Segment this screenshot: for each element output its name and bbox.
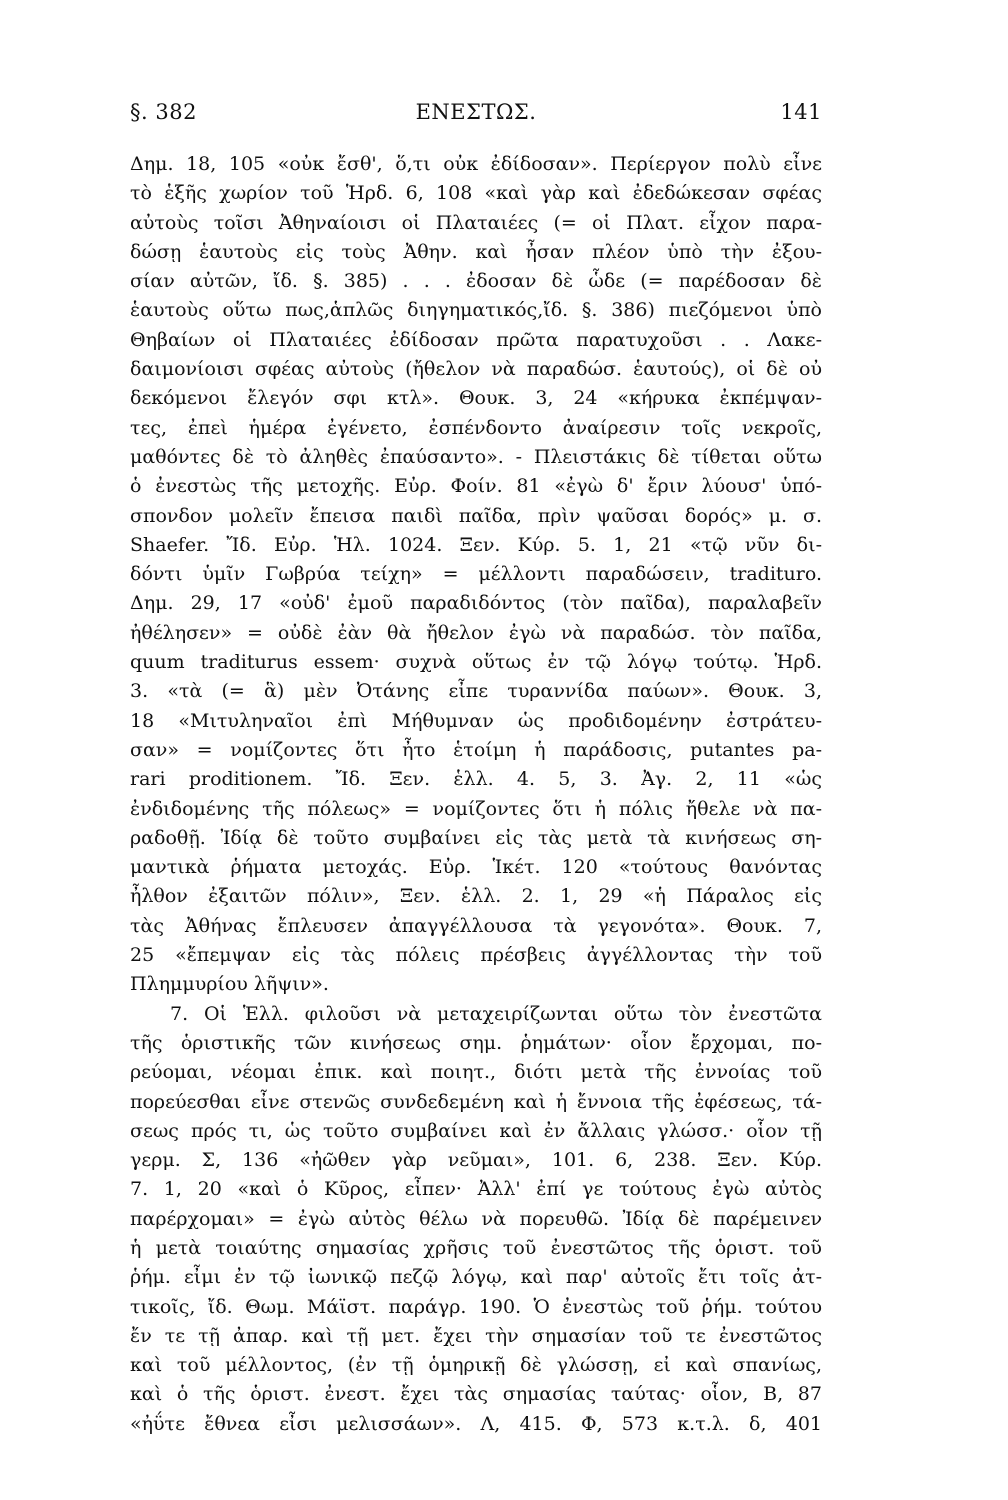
text-line: ἠθέλησεν» = οὐδὲ ἐὰν θὰ ἤθελον ἐγὼ νὰ παραδώσ. τὸν παῖδα,	[130, 621, 822, 644]
text-line: γερμ. Σ, 136 «ἠῶθεν γὰρ νεῦμαι», 101. 6, 238. Ξεν. Κύρ.	[130, 1149, 822, 1172]
text-line: ἑαυτοὺς οὕτω πως,ἁπλῶς διηγηματικός,ἴδ. §. 386) πιεζόμενοι ὑπὸ	[130, 299, 822, 322]
text-line: τικοῖς, ἴδ. Θωμ. Μάϊστ. παράγρ. 190. Ὁ ἐνεστὼς τοῦ ῥήμ. τούτου	[130, 1295, 822, 1318]
text-line: μαθόντες δὲ τὸ ἀληθὲς ἐπαύσαντο». - Πλειστάκις δὲ τίθεται οὕτω	[130, 445, 822, 468]
text-line: καὶ ὁ τῆς ὁριστ. ἐνεστ. ἔχει τὰς σημασίας ταύτας· οἷον, Β, 87	[130, 1383, 822, 1406]
text-line: πορεύεσθαι εἶνε στενῶς συνδεδεμένη καὶ ἡ ἔννοια τῆς ἐφέσεως, τά-	[130, 1090, 822, 1113]
text-line: Shaefer. Ἴδ. Εὐρ. Ἡλ. 1024. Ξεν. Κύρ. 5. 1, 21 «τῷ νῦν δι-	[130, 533, 822, 556]
text-line: μαντικὰ ῥήματα μετοχάς. Εὐρ. Ἱκέτ. 120 «τούτους θανόντας	[130, 856, 822, 879]
text-line: σεως πρός τι, ὡς τοῦτο συμβαίνει καὶ ἐν ἄλλαις γλώσσ.· οἷον τῇ	[130, 1119, 822, 1142]
text-line: 25 «ἔπεμψαν εἰς τὰς πόλεις πρέσβεις ἀγγέλλοντας τὴν τοῦ	[130, 944, 822, 967]
text-line: δόντι ὑμῖν Γωβρύα τείχη» = μέλλοντι παραδώσειν, tradituro.	[130, 563, 822, 586]
text-line: Δημ. 18, 105 «οὐκ ἔσθ', ὅ,τι οὐκ ἐδίδοσαν». Περίεργον πολὺ εἶνε	[130, 153, 822, 175]
text-line: σίαν αὐτῶν, ἴδ. §. 385) . . . ἐδοσαν δὲ ὧδε (= παρέδοσαν δὲ	[130, 270, 822, 293]
text-line: ὁ ἐνεστὼς τῆς μετοχῆς. Εὐρ. Φοίν. 81 «ἐγὼ δ' ἔριν λύουσ' ὑπό-	[130, 475, 822, 498]
text-line: ἦλθον ἐξαιτῶν πόλιν», Ξεν. ἑλλ. 2. 1, 29 «ἡ Πάραλος εἰς	[130, 885, 822, 908]
text-line: «ἠΰτε ἔθνεα εἶσι μελισσάων». Λ, 415. Φ, 573 κ.τ.λ. δ, 401	[130, 1412, 822, 1435]
text-line: τὰς Ἀθήνας ἔπλευσεν ἀπαγγέλλουσα τὰ γεγονότα». Θουκ. 7,	[130, 914, 822, 937]
running-header	[130, 100, 822, 130]
text-body	[130, 150, 822, 1439]
text-line: δαιμονίοισι σφέας αὐτοὺς (ἤθελον νὰ παραδώσ. ἑαυτούς), οἱ δὲ οὐ	[130, 358, 822, 381]
text-line: ραδοθῇ. Ἰδίᾳ δὲ τοῦτο συμβαίνει εἰς τὰς μετὰ τὰ κινήσεως ση-	[130, 826, 822, 849]
text-line: καὶ τοῦ μέλλοντος, (ἐν τῇ ὁμηρικῇ δὲ γλώσσῃ, εἰ καὶ σπανίως,	[130, 1354, 822, 1377]
text-line: ρεύομαι, νέομαι ἐπικ. καὶ ποιητ., διότι μετὰ τῆς ἐννοίας τοῦ	[130, 1061, 822, 1084]
text-line: ῥήμ. εἶμι ἐν τῷ ἰωνικῷ πεζῷ λόγῳ, καὶ παρ' αὐτοῖς ἔτι τοῖς ἀτ-	[130, 1266, 822, 1289]
text-line: 18 «Μιτυληναῖοι ἐπὶ Μήθυμναν ὡς προδιδομένην ἐστράτευ-	[130, 709, 822, 732]
text-line: ἔν τε τῇ ἀπαρ. καὶ τῇ μετ. ἔχει τὴν σημασίαν τοῦ τε ἐνεστῶτος	[130, 1324, 822, 1347]
text-line: 3. «τὰ (= ἃ) μὲν Ὀτάνης εἶπε τυραννίδα παύων». Θουκ. 3,	[130, 680, 822, 703]
text-line: 7. 1, 20 «καὶ ὁ Κῦρος, εἶπεν· Ἀλλ' ἐπί γε τούτους ἐγὼ αὐτὸς	[130, 1178, 822, 1201]
text-line: δώσῃ ἑαυτοὺς εἰς τοὺς Ἀθην. καὶ ἦσαν πλέον ὑπὸ τὴν ἐξου-	[130, 240, 822, 263]
text-line: Θηβαίων οἱ Πλαταιέες ἐδίδοσαν πρῶτα παρατυχοῦσι . . Λακε-	[130, 328, 822, 351]
text-line: Δημ. 29, 17 «οὐδ' ἐμοῦ παραδιδόντος (τὸν παῖδα), παραλαβεῖν	[130, 592, 822, 615]
text-line: τῆς ὁριστικῆς τῶν κινήσεως σημ. ῥημάτων· οἷον ἔρχομαι, πο-	[130, 1031, 822, 1054]
text-line: παρέρχομαι» = ἐγὼ αὐτὸς θέλω νὰ πορευθῶ. Ἰδίᾳ δὲ παρέμεινεν	[130, 1207, 822, 1230]
text-line: αὐτοὺς τοῖσι Ἀθηναίοισι οἱ Πλαταιέες (= οἱ Πλατ. εἶχον παρα-	[130, 211, 822, 234]
text-line: rari proditionem. Ἴδ. Ξεν. ἑλλ. 4. 5, 3. Ἀγ. 2, 11 «ὡς	[130, 768, 822, 791]
text-line: ἡ μετὰ τοιαύτης σημασίας χρῆσις τοῦ ἐνεστῶτος τῆς ὁριστ. τοῦ	[130, 1236, 822, 1259]
text-line: Πλημμυρίου λῆψιν».	[130, 973, 329, 996]
page-number: 141	[780, 100, 822, 124]
paragraph-start-line: 7. Οἱ Ἑλλ. φιλοῦσι νὰ μεταχειρίζωνται οὕτω τὸν ἐνεστῶτα	[170, 1002, 822, 1025]
text-line: σαν» = νομίζοντες ὅτι ἦτο ἑτοίμη ἡ παράδοσις, putantes pa-	[130, 738, 822, 761]
text-line: τες, ἐπεὶ ἡμέρα ἐγένετο, ἐσπένδοντο ἀναίρεσιν τοῖς νεκροῖς,	[130, 416, 822, 439]
text-line: σπονδον μολεῖν ἔπεισα παιδὶ παῖδα, πρὶν ψαῦσαι δορός» μ. σ.	[130, 504, 822, 527]
text-line: quum traditurus essem· συχνὰ οὕτως ἐν τῷ λόγῳ τούτῳ. Ἡρδ.	[130, 651, 822, 674]
page-title: ΕΝΕΣΤΩΣ.	[415, 100, 537, 124]
text-line: ἐνδιδομένης τῆς πόλεως» = νομίζοντες ὅτι ἡ πόλις ἤθελε νὰ πα-	[130, 797, 822, 820]
section-number: §. 382	[130, 100, 197, 124]
text-line: δεκόμενοι ἔλεγόν σφι κτλ». Θουκ. 3, 24 «κήρυκα ἐκπέμψαν-	[130, 387, 822, 410]
text-line: τὸ ἑξῆς χωρίον τοῦ Ἡρδ. 6, 108 «καὶ γὰρ καὶ ἐδεδώκεσαν σφέας	[130, 182, 822, 205]
